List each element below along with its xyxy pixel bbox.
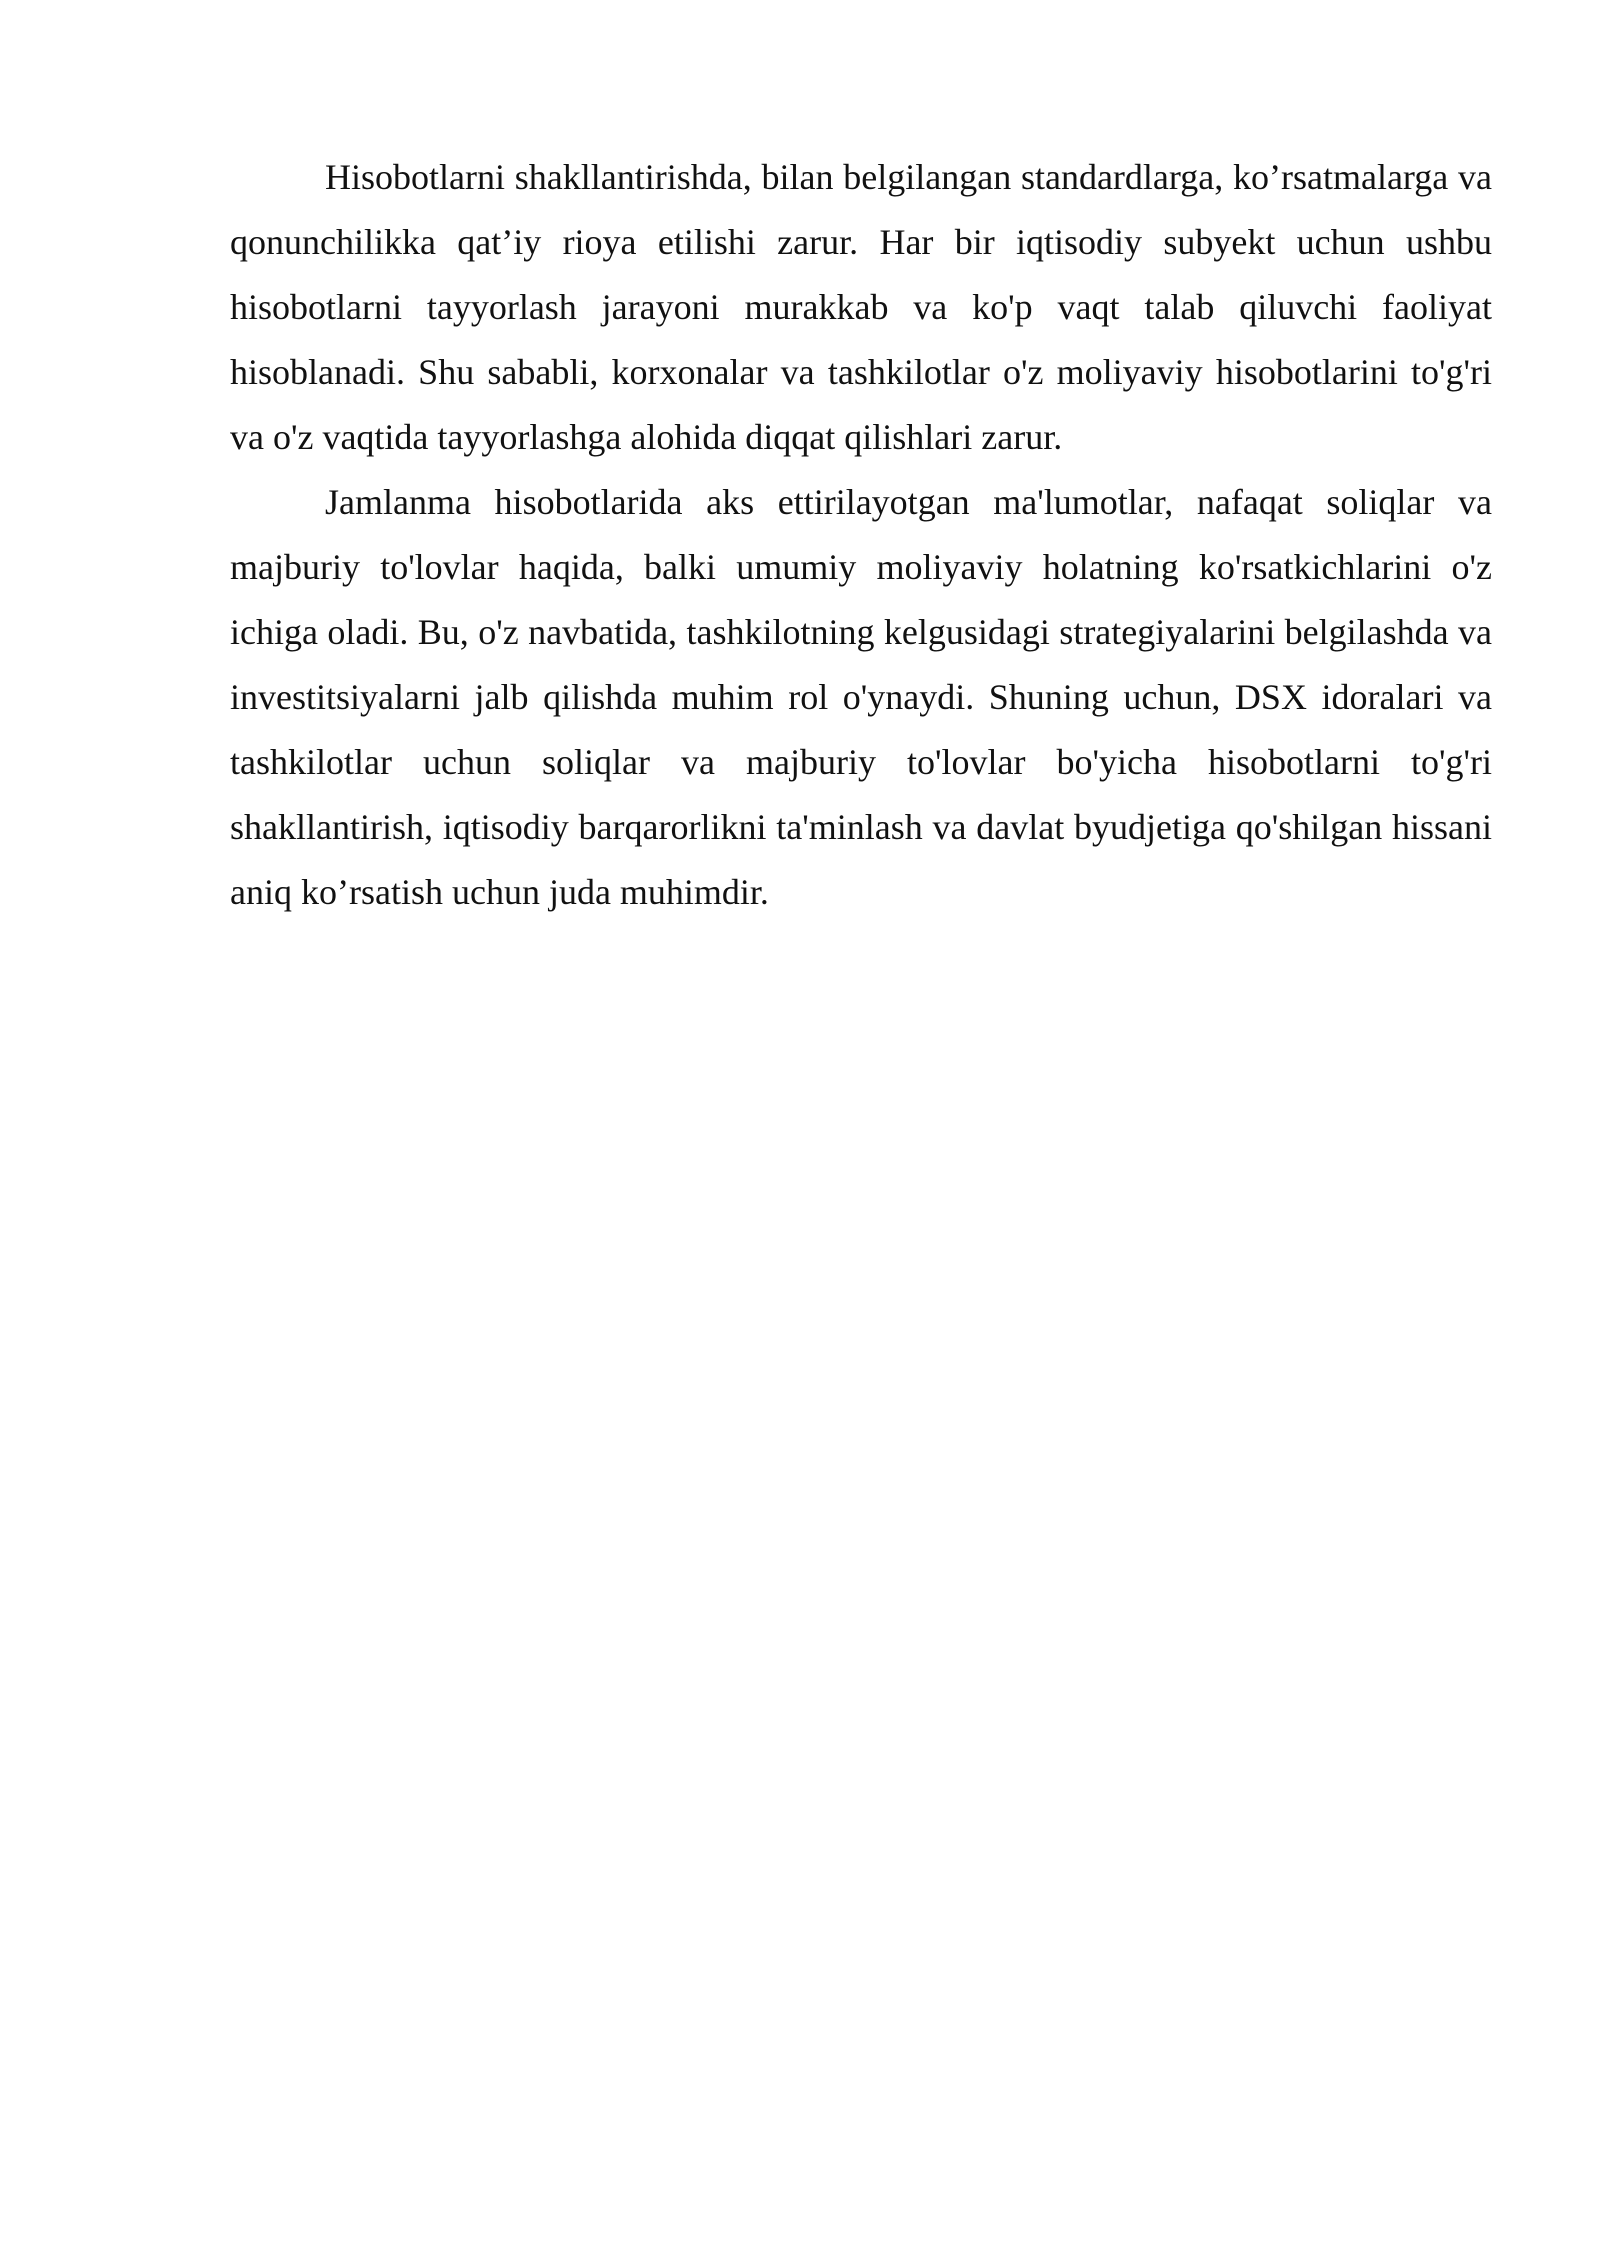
paragraph-1: Hisobotlarni shakllantirishda, bilan belgilangan standardlarga, ko’rsatmalarga va qonunchilikka qat’iy rioya etilishi zarur. Har bir iqtisodiy subyekt uchun ushbu hisobotlarni tayyorlash jarayoni murakkab va ko'p vaqt talab qiluvchi faoliyat hisoblanadi. Shu sababli, korxonalar va tashkilotlar o'z moliyaviy hisobotlarini to'g'ri va o'z vaqtida tayyorlashga alohida diqqat qilishlari zarur. bbox=[230, 157, 1492, 457]
paragraph-2: Jamlanma hisobotlarida aks ettirilayotgan ma'lumotlar, nafaqat soliqlar va majburiy to'lovlar haqida, balki umumiy moliyaviy holatning ko'rsatkichlarini o'z ichiga oladi. Bu, o'z navbatida, tashkilotning kelgusidagi strategiyalarini belgilashda va investitsiyalarni jalb qilishda muhim rol o'ynaydi. Shuning uchun, DSX idoralari va tashkilotlar uchun soliqlar va majburiy to'lovlar bo'yicha hisobotlarni to'g'ri shakllantirish, iqtisodiy barqarorlikni ta'minlash va davlat byudjetiga qo'shilgan hissani aniq ko’rsatish uchun juda muhimdir. bbox=[230, 482, 1492, 912]
document-body bbox=[230, 145, 1492, 925]
